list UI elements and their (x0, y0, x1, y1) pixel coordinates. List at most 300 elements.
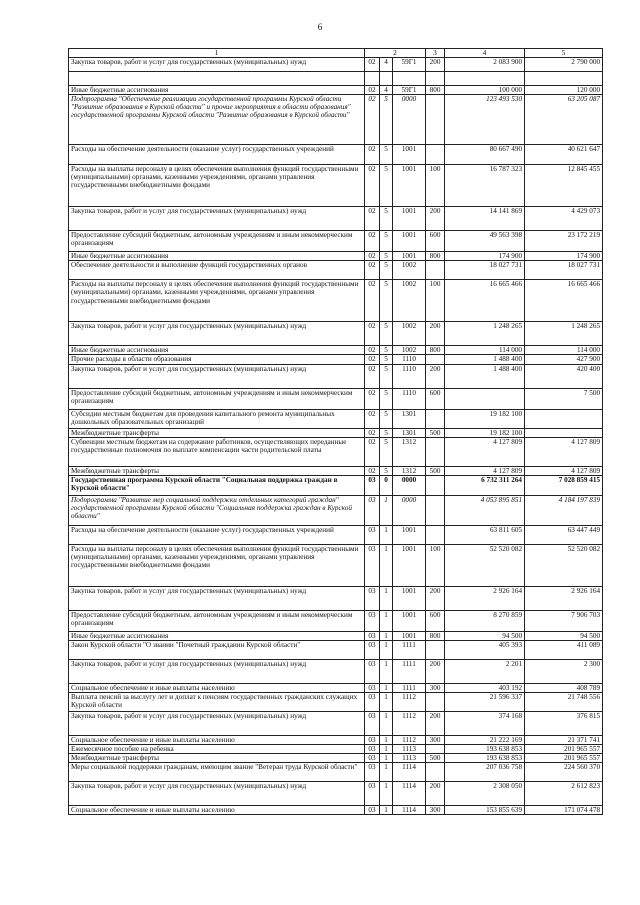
table-row (69, 280, 603, 322)
row-name: Закупка товаров, работ и услуг для государственных (муниципальных) нужд (69, 364, 365, 388)
row-target-code: 1312 (393, 437, 426, 466)
row-name: Закупка товаров, работ и услуг для государственных (муниципальных) нужд (69, 207, 365, 231)
row-expense-type (426, 640, 445, 659)
row-target-code: 1001 (393, 525, 426, 544)
table-row (69, 207, 603, 231)
row-name: Субвенции местным бюджетам на содержание работников, осуществляющих переданные государственные полномочия по выплате компенсации части родительской платы (69, 437, 365, 466)
row-name: Обеспечение деятельности и выполнение функций государственных органов (69, 261, 365, 280)
row-amount-year1: 14 141 869 (445, 207, 525, 231)
row-section: 02 (365, 95, 380, 145)
row-target-code: 1112 (393, 711, 426, 735)
row-amount-year1: 52 520 082 (445, 544, 525, 586)
row-target-code: 1110 (393, 355, 426, 364)
row-section: 03 (365, 586, 380, 610)
header-col-4: 4 (445, 49, 525, 58)
row-name: Выплата пенсий за выслугу лет и доплат к пенсиям государственных гражданских служащих Курской области (69, 692, 365, 711)
row-section: 03 (365, 495, 380, 525)
row-amount-year2: 2 300 (525, 659, 603, 683)
row-target-code: 1002 (393, 280, 426, 322)
row-amount-year1: 1 248 265 (445, 322, 525, 346)
row-name: Подпрограмма "Развитие мер социальной поддержки отдельных категорий граждан" государственной программы Курской области "Социальная поддержка граждан в Курской области" (69, 495, 365, 525)
row-subsection: 1 (380, 762, 393, 781)
row-name: Расходы на выплаты персоналу в целях обеспечения выполнения функций государственными (муниципальными) органами, казенными учреждениями, органами управления государственными внебюджетными фондами (69, 544, 365, 586)
row-name: Межбюджетные трансферты (69, 753, 365, 762)
row-amount-year1: 4 127 809 (445, 437, 525, 466)
row-amount-year1 (445, 388, 525, 409)
row-section: 03 (365, 683, 380, 692)
row-section: 02 (365, 346, 380, 355)
row-target-code: 1112 (393, 735, 426, 744)
row-expense-type: 500 (426, 753, 445, 762)
row-amount-year1: 8 270 859 (445, 610, 525, 631)
row-amount-year1: 6 732 311 264 (445, 475, 525, 495)
row-target-code: 1001 (393, 145, 426, 165)
table-row (69, 428, 603, 437)
row-target-code: 1002 (393, 261, 426, 280)
row-amount-year1: 18 027 731 (445, 261, 525, 280)
row-subsection: 1 (380, 544, 393, 586)
row-subsection: 1 (380, 753, 393, 762)
row-amount-year1: 16 665 466 (445, 280, 525, 322)
row-name: Прочие расходы в области образования (69, 355, 365, 364)
row-amount-year2: 201 965 557 (525, 744, 603, 753)
row-expense-type: 300 (426, 683, 445, 692)
row-amount-year1: 193 638 853 (445, 753, 525, 762)
row-target-code: 1001 (393, 544, 426, 586)
row-target-code: 1301 (393, 409, 426, 428)
row-amount-year2: 4 127 809 (525, 466, 603, 475)
row-section: 03 (365, 640, 380, 659)
row-name: Меры социальной поддержки гражданам, имеющим звание "Ветеран труда Курской области" (69, 762, 365, 781)
row-amount-year1: 19 182 100 (445, 409, 525, 428)
row-section: 03 (365, 805, 380, 814)
row-name: Ежемесячное пособие на ребенка (69, 744, 365, 753)
row-target-code: 1301 (393, 428, 426, 437)
row-name: Расходы на обеспечение деятельности (оказание услуг) государственных учреждений (69, 525, 365, 544)
table-row (69, 388, 603, 409)
row-name: Иные бюджетные ассигнования (69, 346, 365, 355)
row-subsection: 5 (380, 231, 393, 252)
table-row (69, 346, 603, 355)
row-amount-year2: 120 000 (525, 86, 603, 95)
row-expense-type: 300 (426, 805, 445, 814)
row-expense-type: 300 (426, 735, 445, 744)
row-amount-year2 (525, 409, 603, 428)
row-target-code: 1001 (393, 207, 426, 231)
row-section: 02 (365, 409, 380, 428)
row-amount-year1: 2 308 050 (445, 781, 525, 805)
row-expense-type: 100 (426, 165, 445, 207)
row-amount-year1: 114 000 (445, 346, 525, 355)
row-expense-type: 800 (426, 346, 445, 355)
row-subsection: 5 (380, 95, 393, 145)
row-section: 03 (365, 544, 380, 586)
row-amount-year1: 374 168 (445, 711, 525, 735)
row-amount-year1: 1 488 400 (445, 364, 525, 388)
row-amount-year2: 4 127 809 (525, 437, 603, 466)
row-subsection (380, 72, 393, 86)
row-expense-type: 800 (426, 252, 445, 261)
row-amount-year1: 19 182 100 (445, 428, 525, 437)
row-amount-year2: 4 429 073 (525, 207, 603, 231)
row-expense-type (426, 744, 445, 753)
row-subsection: 5 (380, 165, 393, 207)
row-amount-year1: 153 855 639 (445, 805, 525, 814)
row-section: 02 (365, 322, 380, 346)
row-amount-year2: 16 665 466 (525, 280, 603, 322)
row-target-code: 1001 (393, 631, 426, 640)
row-target-code: 1113 (393, 744, 426, 753)
row-subsection: 5 (380, 346, 393, 355)
row-name: Предоставление субсидий бюджетным, автономным учреждениям и иным некоммерческим организациям (69, 231, 365, 252)
row-subsection: 1 (380, 640, 393, 659)
row-name: Расходы на обеспечение деятельности (оказание услуг) государственных учреждений (69, 145, 365, 165)
row-expense-type (426, 692, 445, 711)
row-target-code: 1002 (393, 322, 426, 346)
row-expense-type: 600 (426, 388, 445, 409)
row-expense-type: 100 (426, 544, 445, 586)
row-subsection: 1 (380, 659, 393, 683)
row-subsection: 1 (380, 692, 393, 711)
table-row (69, 805, 603, 814)
table-row (69, 544, 603, 586)
row-target-code: 1112 (393, 692, 426, 711)
row-section: 03 (365, 525, 380, 544)
row-expense-type (426, 762, 445, 781)
row-expense-type: 800 (426, 631, 445, 640)
row-expense-type (426, 525, 445, 544)
row-section: 02 (365, 437, 380, 466)
row-name: Социальное обеспечение и иные выплаты населению (69, 805, 365, 814)
row-amount-year2: 18 027 731 (525, 261, 603, 280)
row-amount-year1: 94 500 (445, 631, 525, 640)
row-name: Закон Курской области "О звании "Почетный гражданин Курской области" (69, 640, 365, 659)
row-subsection: 5 (380, 437, 393, 466)
row-amount-year2: 40 621 647 (525, 145, 603, 165)
table-row (69, 744, 603, 753)
row-section: 03 (365, 692, 380, 711)
row-target-code: 1111 (393, 683, 426, 692)
table-row (69, 409, 603, 428)
row-section: 03 (365, 711, 380, 735)
header-col-5: 5 (525, 49, 603, 58)
row-amount-year1: 403 192 (445, 683, 525, 692)
row-expense-type: 200 (426, 659, 445, 683)
row-amount-year1: 405 393 (445, 640, 525, 659)
row-name: Социальное обеспечение и иные выплаты населению (69, 683, 365, 692)
row-target-code: 1111 (393, 659, 426, 683)
table-row (69, 692, 603, 711)
row-amount-year2: 12 845 455 (525, 165, 603, 207)
row-section: 02 (365, 252, 380, 261)
row-amount-year2: 114 000 (525, 346, 603, 355)
row-name: Расходы на выплаты персоналу в целях обеспечения выполнения функций государственными (муниципальными) органами, казенными учреждениями, органами управления государственными внебюджетными фондами (69, 165, 365, 207)
row-amount-year2: 171 074 478 (525, 805, 603, 814)
row-expense-type: 600 (426, 231, 445, 252)
row-section: 02 (365, 364, 380, 388)
row-name: Государственная программа Курской области "Социальная поддержка граждан в Курской области" (69, 475, 365, 495)
row-amount-year2: 2 790 000 (525, 58, 603, 72)
row-amount-year2: 1 248 265 (525, 322, 603, 346)
table-row (69, 586, 603, 610)
table-row (69, 58, 603, 72)
row-section: 03 (365, 475, 380, 495)
row-section: 03 (365, 762, 380, 781)
row-amount-year1: 21 596 337 (445, 692, 525, 711)
row-name: Субсидии местным бюджетам для проведения капитального ремонта муниципальных дошкольных образовательных организаций (69, 409, 365, 428)
row-subsection: 1 (380, 805, 393, 814)
row-name: Межбюджетные трансферты (69, 428, 365, 437)
row-subsection: 4 (380, 58, 393, 72)
row-amount-year1: 16 787 323 (445, 165, 525, 207)
table-row (69, 322, 603, 346)
table-row (69, 261, 603, 280)
row-name: Социальное обеспечение и иные выплаты населению (69, 735, 365, 744)
table-row (69, 525, 603, 544)
row-amount-year2: 63 447 449 (525, 525, 603, 544)
row-target-code: 0000 (393, 495, 426, 525)
row-section: 03 (365, 781, 380, 805)
row-section: 03 (365, 610, 380, 631)
row-subsection: 4 (380, 86, 393, 95)
row-section: 03 (365, 735, 380, 744)
row-name: Закупка товаров, работ и услуг для государственных (муниципальных) нужд (69, 711, 365, 735)
header-col-2: 2 (365, 49, 426, 58)
row-target-code: 1114 (393, 805, 426, 814)
row-subsection: 5 (380, 388, 393, 409)
row-amount-year2: 21 748 556 (525, 692, 603, 711)
row-amount-year2: 408 789 (525, 683, 603, 692)
row-expense-type: 500 (426, 466, 445, 475)
table-row (69, 495, 603, 525)
row-amount-year1: 63 811 605 (445, 525, 525, 544)
table-row (69, 466, 603, 475)
row-target-code: 1312 (393, 466, 426, 475)
row-section: 03 (365, 659, 380, 683)
row-expense-type (426, 495, 445, 525)
page-number: 6 (317, 22, 323, 32)
header-col-3: 3 (426, 49, 445, 58)
row-subsection: 1 (380, 735, 393, 744)
row-amount-year1: 123 493 530 (445, 95, 525, 145)
row-expense-type: 800 (426, 86, 445, 95)
row-amount-year1: 2 201 (445, 659, 525, 683)
row-target-code: 59Г1 (393, 58, 426, 72)
row-target-code: 1001 (393, 165, 426, 207)
row-amount-year1: 49 563 398 (445, 231, 525, 252)
row-amount-year2: 21 371 741 (525, 735, 603, 744)
row-expense-type (426, 437, 445, 466)
row-target-code: 1114 (393, 762, 426, 781)
row-expense-type: 500 (426, 428, 445, 437)
row-amount-year2: 63 205 087 (525, 95, 603, 145)
row-name: Подпрограмма "Обеспечение реализации государственной программы Курской области "Развитие образования в Курской области" и прочие мероприятия в области образования" государственной программы Курской области "Развитие образования в Курской области" (69, 95, 365, 145)
table-row (69, 86, 603, 95)
table-row (69, 475, 603, 495)
table-row (69, 165, 603, 207)
table-row (69, 610, 603, 631)
row-name: Закупка товаров, работ и услуг для государственных (муниципальных) нужд (69, 781, 365, 805)
table-row (69, 72, 603, 86)
row-section: 02 (365, 428, 380, 437)
row-expense-type (426, 409, 445, 428)
row-target-code: 1113 (393, 753, 426, 762)
row-amount-year1: 80 667 490 (445, 145, 525, 165)
row-target-code: 1001 (393, 252, 426, 261)
row-name (69, 72, 365, 86)
row-expense-type: 200 (426, 322, 445, 346)
table-row (69, 95, 603, 145)
row-subsection: 5 (380, 466, 393, 475)
table-row (69, 640, 603, 659)
row-amount-year2: 52 520 082 (525, 544, 603, 586)
row-subsection: 5 (380, 355, 393, 364)
row-target-code: 1001 (393, 586, 426, 610)
row-expense-type: 600 (426, 610, 445, 631)
row-name: Иные бюджетные ассигнования (69, 252, 365, 261)
row-target-code: 1001 (393, 610, 426, 631)
row-subsection: 5 (380, 207, 393, 231)
row-amount-year2: 427 900 (525, 355, 603, 364)
row-amount-year1 (445, 72, 525, 86)
row-amount-year2: 201 965 557 (525, 753, 603, 762)
row-amount-year2: 411 089 (525, 640, 603, 659)
row-expense-type (426, 355, 445, 364)
table-row (69, 659, 603, 683)
row-target-code: 1111 (393, 640, 426, 659)
table-row (69, 735, 603, 744)
row-amount-year1: 2 926 164 (445, 586, 525, 610)
row-subsection: 1 (380, 495, 393, 525)
row-expense-type: 200 (426, 586, 445, 610)
table-row (69, 252, 603, 261)
row-section: 02 (365, 466, 380, 475)
table-row (69, 753, 603, 762)
row-expense-type (426, 145, 445, 165)
row-target-code: 1110 (393, 364, 426, 388)
row-amount-year2: 94 500 (525, 631, 603, 640)
table-row (69, 781, 603, 805)
row-subsection: 1 (380, 711, 393, 735)
row-amount-year2: 7 500 (525, 388, 603, 409)
row-name: Закупка товаров, работ и услуг для государственных (муниципальных) нужд (69, 322, 365, 346)
row-expense-type: 200 (426, 364, 445, 388)
row-name: Закупка товаров, работ и услуг для государственных (муниципальных) нужд (69, 586, 365, 610)
row-subsection: 1 (380, 631, 393, 640)
row-section: 02 (365, 388, 380, 409)
row-name: Расходы на выплаты персоналу в целях обеспечения выполнения функций государственными (муниципальными) органами, казенными учреждениями, органами управления государственными внебюджетными фондами (69, 280, 365, 322)
table-row (69, 631, 603, 640)
row-name: Предоставление субсидий бюджетным, автономным учреждениям и иным некоммерческим организациям (69, 610, 365, 631)
row-section: 02 (365, 86, 380, 95)
row-section: 03 (365, 744, 380, 753)
row-section: 02 (365, 207, 380, 231)
row-amount-year2: 376 815 (525, 711, 603, 735)
row-amount-year2: 174 900 (525, 252, 603, 261)
row-amount-year2 (525, 428, 603, 437)
row-subsection: 1 (380, 744, 393, 753)
row-target-code: 1001 (393, 231, 426, 252)
row-section: 02 (365, 280, 380, 322)
row-expense-type (426, 475, 445, 495)
table-row (69, 355, 603, 364)
row-name: Закупка товаров, работ и услуг для государственных (муниципальных) нужд (69, 58, 365, 72)
row-expense-type: 200 (426, 58, 445, 72)
row-name: Межбюджетные трансферты (69, 466, 365, 475)
row-expense-type: 200 (426, 711, 445, 735)
row-target-code: 1114 (393, 781, 426, 805)
row-expense-type (426, 261, 445, 280)
row-amount-year1: 174 900 (445, 252, 525, 261)
row-section: 03 (365, 631, 380, 640)
row-target-code: 0000 (393, 95, 426, 145)
table-row (69, 364, 603, 388)
row-expense-type: 200 (426, 207, 445, 231)
row-amount-year1: 4 127 809 (445, 466, 525, 475)
row-subsection: 1 (380, 781, 393, 805)
row-section: 02 (365, 261, 380, 280)
row-expense-type (426, 72, 445, 86)
row-subsection: 5 (380, 428, 393, 437)
row-amount-year2: 7 028 859 415 (525, 475, 603, 495)
row-section: 03 (365, 753, 380, 762)
row-subsection: 5 (380, 322, 393, 346)
row-section (365, 72, 380, 86)
row-amount-year2: 23 172 219 (525, 231, 603, 252)
row-expense-type: 100 (426, 280, 445, 322)
table-row (69, 683, 603, 692)
row-amount-year2: 2 612 823 (525, 781, 603, 805)
row-name: Иные бюджетные ассигнования (69, 631, 365, 640)
row-amount-year1: 2 083 900 (445, 58, 525, 72)
row-subsection: 1 (380, 610, 393, 631)
row-target-code: 0000 (393, 475, 426, 495)
row-section: 02 (365, 58, 380, 72)
row-amount-year2: 7 906 703 (525, 610, 603, 631)
row-expense-type (426, 95, 445, 145)
row-target-code: 1002 (393, 346, 426, 355)
row-amount-year1: 4 053 895 851 (445, 495, 525, 525)
row-name: Иные бюджетные ассигнования (69, 86, 365, 95)
row-amount-year1: 207 036 758 (445, 762, 525, 781)
row-target-code: 1110 (393, 388, 426, 409)
row-amount-year2: 420 400 (525, 364, 603, 388)
row-subsection: 5 (380, 145, 393, 165)
row-subsection: 1 (380, 586, 393, 610)
table-row (69, 711, 603, 735)
row-subsection: 5 (380, 252, 393, 261)
table-row (69, 145, 603, 165)
row-target-code (393, 72, 426, 86)
row-subsection: 1 (380, 683, 393, 692)
row-amount-year2: 2 926 164 (525, 586, 603, 610)
row-amount-year2: 4 184 197 839 (525, 495, 603, 525)
row-section: 02 (365, 165, 380, 207)
row-amount-year1: 193 638 853 (445, 744, 525, 753)
row-amount-year1: 100 000 (445, 86, 525, 95)
row-target-code: 59Г1 (393, 86, 426, 95)
row-subsection: 1 (380, 525, 393, 544)
row-amount-year2 (525, 72, 603, 86)
header-col-1: 1 (69, 49, 365, 58)
table-row (69, 762, 603, 781)
table-row (69, 437, 603, 466)
row-section: 02 (365, 355, 380, 364)
row-amount-year2: 224 560 370 (525, 762, 603, 781)
row-section: 02 (365, 145, 380, 165)
row-subsection: 5 (380, 409, 393, 428)
row-name: Закупка товаров, работ и услуг для государственных (муниципальных) нужд (69, 659, 365, 683)
